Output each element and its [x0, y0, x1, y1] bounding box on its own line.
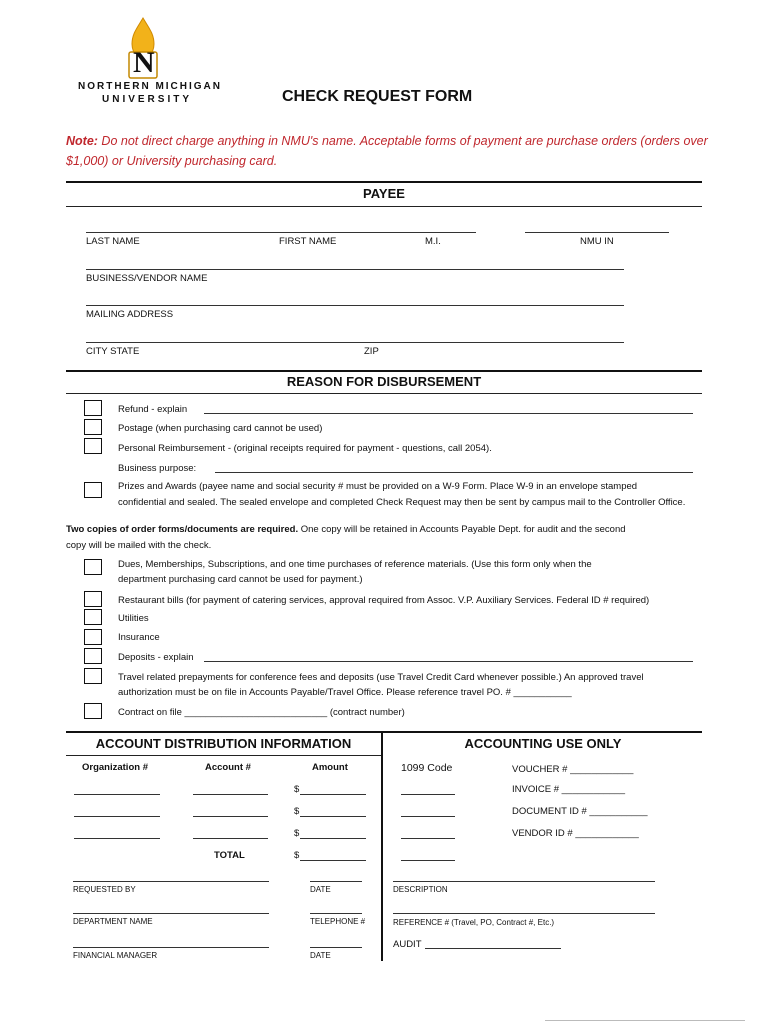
accounting-heading: ACCOUNTING USE ONLY: [464, 736, 622, 751]
deposits-label: Deposits - explain: [118, 652, 194, 663]
nmu-in-label: NMU IN: [580, 236, 614, 247]
amount-line-total[interactable]: [300, 860, 366, 861]
amount-line-3[interactable]: [300, 838, 366, 839]
requested-by-line[interactable]: [73, 881, 269, 882]
account-top-rule: [66, 731, 702, 733]
acct-header: Account #: [205, 762, 251, 773]
dollar-total: $: [294, 850, 300, 861]
business-line: [86, 269, 624, 270]
restaurant-label: Restaurant bills (for payment of catering services, approval required from Assoc. V.P. Auxiliary Services. Federal ID # required): [118, 595, 650, 606]
dues-label-2: department purchasing card cannot be used for payment.): [118, 574, 363, 585]
department-line[interactable]: [73, 913, 269, 914]
business-purpose-line[interactable]: [215, 472, 693, 473]
copies-note-line2: copy will be mailed with the check.: [66, 540, 212, 551]
zip-label: ZIP: [364, 346, 379, 357]
travel-checkbox[interactable]: [84, 668, 102, 684]
telephone-label: TELEPHONE #: [310, 917, 366, 926]
department-label: DEPARTMENT NAME: [73, 917, 153, 926]
account-heading: ACCOUNT DISTRIBUTION INFORMATION: [95, 736, 352, 751]
refund-checkbox[interactable]: [84, 400, 102, 416]
name-line: [86, 232, 476, 233]
voucher-label: VOUCHER # ____________: [512, 764, 634, 775]
payee-bottom-rule: [66, 206, 702, 207]
travel-label-2: authorization must be on file in Accounts Payable/Travel Office. Please reference travel PO. # ___________: [118, 687, 572, 698]
code-1099-label: 1099 Code: [401, 762, 453, 774]
org-header: Organization #: [82, 762, 148, 773]
prizes-label-1: Prizes and Awards (payee name and social security # must be provided on a W-9 Form. Place W-9 in an envelope stamped: [118, 481, 638, 492]
description-line[interactable]: [393, 881, 655, 882]
code-line-1[interactable]: [401, 794, 455, 795]
audit-label: AUDIT: [393, 939, 422, 950]
dollar-1: $: [294, 784, 300, 795]
mi-label: M.I.: [425, 236, 441, 247]
requested-date-line[interactable]: [310, 881, 362, 882]
travel-label-1: Travel related prepayments for conference fees and deposits (use Travel Credit Card whenever possible.) An approved travel: [118, 672, 644, 683]
acct-line-3[interactable]: [193, 838, 268, 839]
city-line: [86, 342, 624, 343]
payee-heading: PAYEE: [363, 186, 405, 201]
city-state-label: CITY STATE: [86, 346, 140, 357]
vertical-divider: [381, 731, 383, 961]
first-name-label: FIRST NAME: [279, 236, 337, 247]
org-line-1[interactable]: [74, 794, 160, 795]
personal-label: Personal Reimbursement - (original receipts required for payment - questions, call 2054).: [118, 443, 492, 454]
reference-line[interactable]: [393, 913, 655, 914]
page-title: CHECK REQUEST FORM: [282, 88, 473, 105]
prizes-checkbox[interactable]: [84, 482, 102, 498]
copies-note-bold: Two copies of order forms/documents are required.: [66, 524, 299, 535]
logo-letter: N: [133, 46, 155, 79]
contract-checkbox[interactable]: [84, 703, 102, 719]
amount-line-2[interactable]: [300, 816, 366, 817]
mailing-line: [86, 305, 624, 306]
deposits-line[interactable]: [204, 661, 693, 662]
refund-line[interactable]: [204, 413, 693, 414]
code-line-2[interactable]: [401, 816, 455, 817]
restaurant-checkbox[interactable]: [84, 591, 102, 607]
last-name-label: LAST NAME: [86, 236, 140, 247]
page-bottom-rule: [545, 1020, 745, 1021]
note-text: [66, 131, 716, 171]
financial-date-label: DATE: [310, 951, 331, 960]
note-label: Note:: [66, 134, 98, 148]
logo-text-line2: UNIVERSITY: [102, 94, 193, 105]
nmu-logo: [112, 16, 174, 82]
amount-line-1[interactable]: [300, 794, 366, 795]
prizes-label-2: confidential and sealed. The sealed envelope and completed Check Request may then be sent by campus mail to the Controller Office.: [118, 497, 686, 508]
deposits-checkbox[interactable]: [84, 648, 102, 664]
total-label: TOTAL: [214, 850, 245, 861]
refund-label: Refund - explain: [118, 404, 188, 415]
utilities-checkbox[interactable]: [84, 609, 102, 625]
amount-header: Amount: [312, 762, 348, 773]
financial-label: FINANCIAL MANAGER: [73, 951, 158, 960]
dues-label-1: Dues, Memberships, Subscriptions, and one time purchases of reference materials. (Use this form only when the: [118, 559, 592, 570]
code-line-4[interactable]: [401, 860, 455, 861]
reference-label: REFERENCE # (Travel, PO, Contract #, Etc.): [393, 918, 555, 927]
utilities-label: Utilities: [118, 613, 149, 624]
note-body: Do not direct charge anything in NMU's name. Acceptable forms of payment are purchase orders (orders over $1,000) or University purchasing card.: [66, 134, 708, 168]
insurance-checkbox[interactable]: [84, 629, 102, 645]
copies-note-text: One copy will be retained in Accounts Payable Dept. for audit and the second: [298, 524, 626, 535]
vendor-id-label: VENDOR ID # ____________: [512, 828, 639, 839]
document-id-label: DOCUMENT ID # ___________: [512, 806, 648, 817]
requested-date-label: DATE: [310, 885, 331, 894]
org-line-3[interactable]: [74, 838, 160, 839]
copies-note: [66, 524, 706, 535]
reason-heading: REASON FOR DISBURSEMENT: [286, 374, 482, 389]
postage-label: Postage (when purchasing card cannot be used): [118, 423, 323, 434]
dollar-3: $: [294, 828, 300, 839]
postage-checkbox[interactable]: [84, 419, 102, 435]
dues-checkbox[interactable]: [84, 559, 102, 575]
acct-line-1[interactable]: [193, 794, 268, 795]
description-label: DESCRIPTION: [393, 885, 448, 894]
audit-line[interactable]: [425, 948, 561, 949]
business-label: BUSINESS/VENDOR NAME: [86, 273, 208, 284]
contract-label: Contract on file ___________________________ (contract number): [118, 707, 405, 718]
insurance-label: Insurance: [118, 632, 160, 643]
financial-line[interactable]: [73, 947, 269, 948]
org-line-2[interactable]: [74, 816, 160, 817]
nmu-in-line: [525, 232, 669, 233]
code-line-3[interactable]: [401, 838, 455, 839]
payee-top-rule: [66, 181, 702, 183]
invoice-label: INVOICE # ____________: [512, 784, 626, 795]
account-bottom-rule: [66, 755, 381, 756]
acct-line-2[interactable]: [193, 816, 268, 817]
personal-checkbox[interactable]: [84, 438, 102, 454]
dollar-2: $: [294, 806, 300, 817]
reason-bottom-rule: [66, 393, 702, 394]
reason-top-rule: [66, 370, 702, 372]
mailing-label: MAILING ADDRESS: [86, 309, 174, 320]
business-purpose-label: Business purpose:: [118, 463, 197, 474]
requested-by-label: REQUESTED BY: [73, 885, 136, 894]
financial-date-line[interactable]: [310, 947, 362, 948]
telephone-line[interactable]: [310, 913, 362, 914]
logo-text-line1: NORTHERN MICHIGAN: [78, 81, 222, 92]
